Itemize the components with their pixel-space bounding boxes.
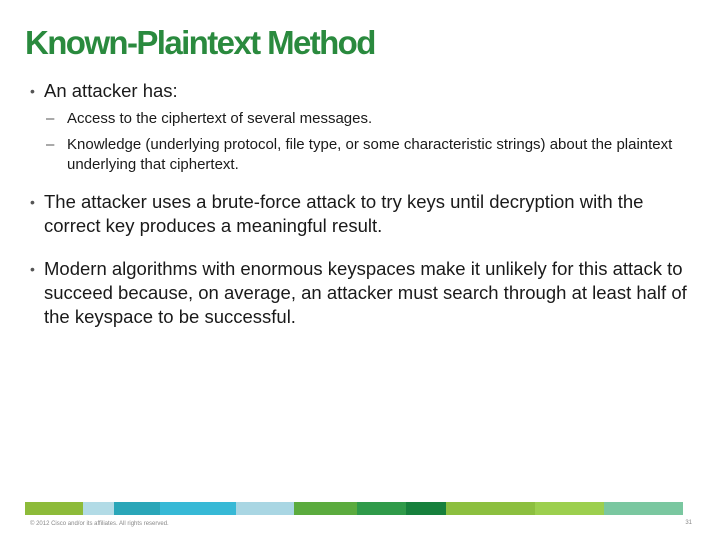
footer-bar-segment bbox=[83, 502, 114, 515]
sub-bullet-1-text: Access to the ciphertext of several messages. bbox=[67, 110, 373, 127]
bullet-dot: • bbox=[30, 261, 35, 277]
bullet-3-text: Modern algorithms with enormous keyspaces make it unlikely for this attack to succeed because, on average, an attacker must search through at least half of the keyspace to be successful. bbox=[44, 258, 687, 327]
footer-bar-segment bbox=[446, 502, 535, 515]
bullet-3 bbox=[30, 257, 690, 329]
copyright-text: © 2012 Cisco and/or its affiliates. All rights reserved. bbox=[30, 521, 169, 527]
bullet-1-text: An attacker has: bbox=[44, 80, 178, 101]
slide-title: Known-Plaintext Method bbox=[25, 24, 375, 61]
sub-bullet-2-text: Knowledge (underlying protocol, file type, or some characteristic strings) about the plaintext underlying that ciphertext. bbox=[67, 136, 673, 173]
footer-bar-segment bbox=[535, 502, 604, 515]
footer-color-bar bbox=[25, 502, 683, 515]
bullet-dot: • bbox=[30, 194, 35, 210]
page-number: 31 bbox=[685, 520, 692, 526]
bullet-2-text: The attacker uses a brute-force attack to try keys until decryption with the correct key produces a meaningful result. bbox=[44, 191, 644, 236]
footer-bar-segment bbox=[160, 502, 236, 515]
footer-bar-segment bbox=[236, 502, 294, 515]
bullet-dot: • bbox=[30, 83, 35, 99]
sub-bullet-2 bbox=[46, 135, 686, 175]
footer-bar-segment bbox=[114, 502, 160, 515]
bullet-2 bbox=[30, 190, 690, 238]
footer-bar-segment bbox=[294, 502, 357, 515]
footer-bar-segment bbox=[604, 502, 683, 515]
sub-bullet-dash: – bbox=[46, 136, 55, 153]
sub-bullet-1 bbox=[46, 109, 686, 129]
footer-bar-segment bbox=[357, 502, 407, 515]
sub-bullet-dash: – bbox=[46, 110, 55, 127]
bullet-1 bbox=[30, 79, 690, 103]
footer-bar-segment bbox=[406, 502, 445, 515]
footer-bar-segment bbox=[25, 502, 83, 515]
